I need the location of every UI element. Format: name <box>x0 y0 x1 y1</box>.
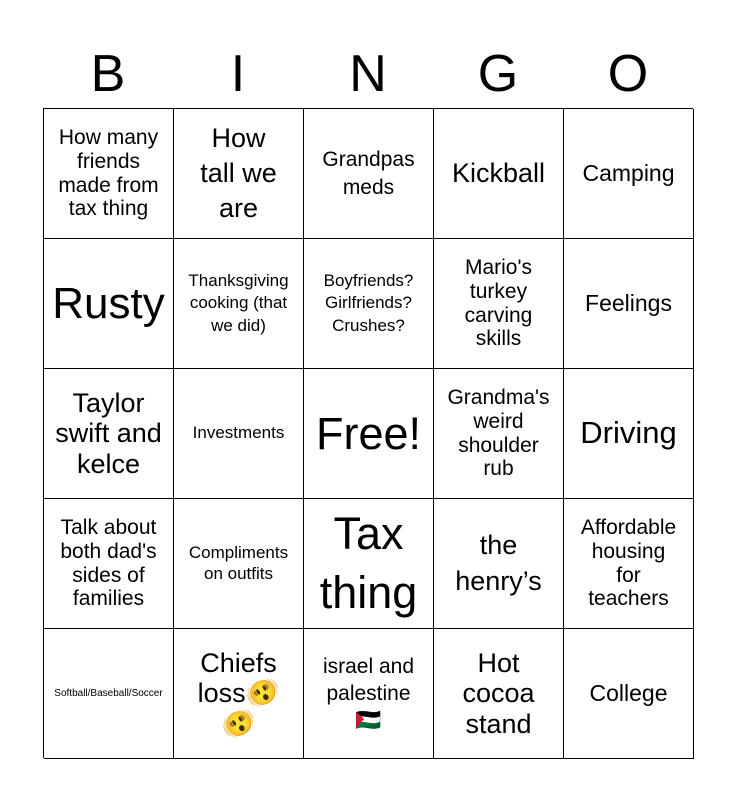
bingo-cell[interactable] <box>174 369 304 499</box>
bingo-cell[interactable] <box>434 369 564 499</box>
bingo-cell-text: Investments <box>192 423 285 443</box>
bingo-cell-text: Tax thing <box>319 508 418 618</box>
bingo-cell-text: Driving <box>580 415 677 451</box>
bingo-cell[interactable] <box>304 629 434 759</box>
bingo-cell[interactable] <box>564 629 694 759</box>
bingo-cell-text: Affordable housing for teachers <box>580 516 677 611</box>
bingo-cell-text: Camping <box>582 159 675 186</box>
bingo-cell[interactable] <box>44 499 174 629</box>
bingo-cell[interactable] <box>44 109 174 239</box>
bingo-cell[interactable] <box>564 109 694 239</box>
bingo-cell[interactable] <box>564 499 694 629</box>
bingo-cell-text: Feelings <box>585 289 672 316</box>
bingo-cell-text: Mario's turkey carving skills <box>464 256 533 351</box>
bingo-cell[interactable] <box>434 239 564 369</box>
bingo-cell-text: Hot cocoa stand <box>462 648 535 739</box>
bingo-cell[interactable] <box>174 629 304 759</box>
bingo-cell[interactable] <box>304 499 434 629</box>
bingo-cell[interactable] <box>174 499 304 629</box>
header-letter-b: B <box>90 45 126 103</box>
bingo-cell-text: How many friends made from tax thing <box>58 126 159 221</box>
bingo-cell-text: Rusty <box>52 278 165 328</box>
free-space-text: Free! <box>315 407 422 459</box>
bingo-cell-text: How tall we are <box>200 122 277 224</box>
bingo-cell-text: israel and palestine 🇵🇸 <box>322 654 415 733</box>
header-letter-i: I <box>230 45 246 103</box>
bingo-cell-text: Compliments on outfits <box>188 543 289 583</box>
bingo-cell[interactable] <box>44 369 174 499</box>
header-letter-g: G <box>477 45 519 103</box>
bingo-header <box>43 40 693 108</box>
bingo-cell[interactable] <box>174 239 304 369</box>
bingo-cell[interactable] <box>44 629 174 759</box>
bingo-cell-text: Grandpas meds <box>322 148 415 199</box>
bingo-cell[interactable] <box>44 239 174 369</box>
bingo-cell[interactable] <box>304 239 434 369</box>
header-letter-n: N <box>349 45 387 103</box>
bingo-cell-text: the henry’s <box>455 530 542 596</box>
bingo-cell[interactable] <box>564 369 694 499</box>
bingo-cell[interactable] <box>174 109 304 239</box>
header-letter-o: O <box>607 45 649 103</box>
bingo-cell-text: Taylor swift and kelce <box>55 388 162 479</box>
bingo-cell-text: Chiefs loss🫨 🫨 <box>197 648 280 739</box>
bingo-cell-text: Grandma's weird shoulder rub <box>447 386 550 481</box>
bingo-board <box>43 108 693 758</box>
bingo-cell-text: Talk about both dad's sides of families <box>60 516 157 611</box>
bingo-cell[interactable] <box>434 629 564 759</box>
bingo-cell-text: College <box>589 679 668 706</box>
bingo-cell-text: Boyfriends? Girlfriends? Crushes? <box>323 271 414 335</box>
bingo-cell-text: Kickball <box>451 157 546 188</box>
bingo-cell[interactable] <box>304 109 434 239</box>
free-space-cell[interactable] <box>304 369 434 499</box>
bingo-cell-text: Softball/Baseball/Soccer <box>54 687 163 699</box>
bingo-cell[interactable] <box>434 109 564 239</box>
bingo-cell[interactable] <box>564 239 694 369</box>
bingo-cell-text: Thanksgiving cooking (that we did) <box>188 271 289 335</box>
bingo-cell[interactable] <box>434 499 564 629</box>
